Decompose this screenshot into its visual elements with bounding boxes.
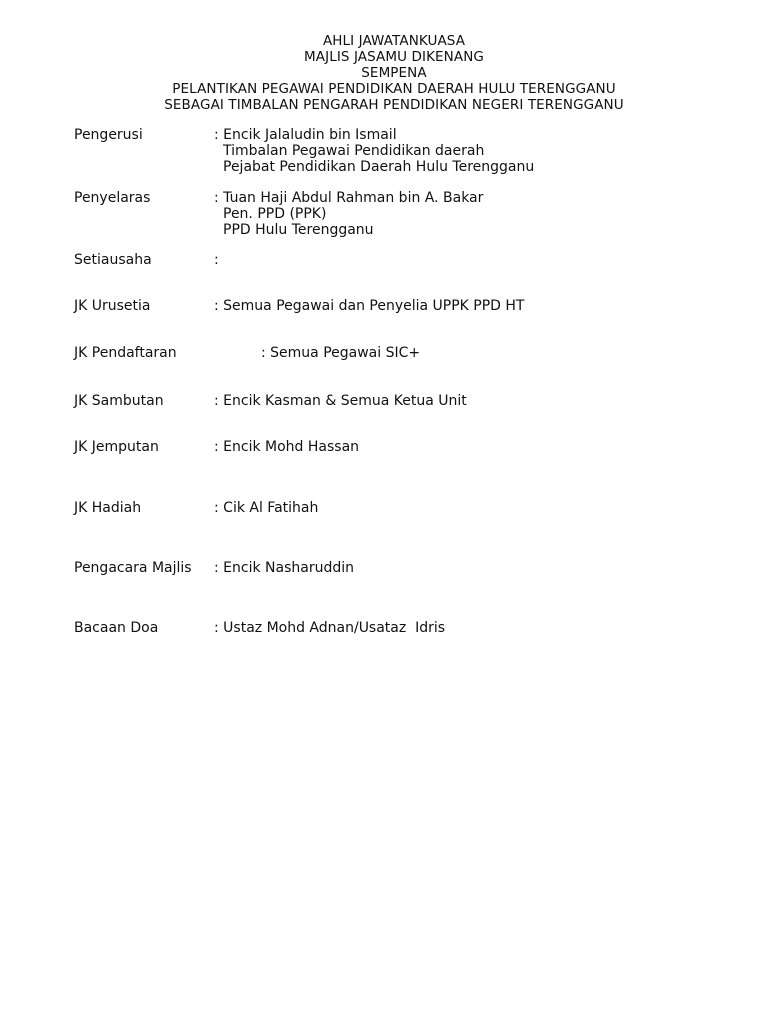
value-hadiah: : Cik Al Fatihah xyxy=(214,500,319,516)
title-line-1: AHLI JAWATANKUASA xyxy=(322,33,466,49)
label-hadiah: JK Hadiah xyxy=(74,500,142,516)
document-title xyxy=(0,33,768,113)
value-penyelaras-line-2: Pen. PPD (PPK) xyxy=(223,206,327,222)
value-pengerusi-line-1: : Encik Jalaludin bin Ismail xyxy=(214,127,397,143)
value-setiausaha: : xyxy=(214,252,219,268)
title-line-5: SEBAGAI TIMBALAN PENGARAH PENDIDIKAN NEGERI TERENGGANU xyxy=(164,97,624,113)
value-doa: : Ustaz Mohd Adnan/Usataz Idris xyxy=(214,620,446,636)
title-line-3: SEMPENA xyxy=(361,65,427,81)
label-pengacara: Pengacara Majlis xyxy=(74,560,192,576)
title-line-2: MAJLIS JASAMU DIKENANG xyxy=(304,49,484,65)
label-pengerusi: Pengerusi xyxy=(74,127,143,143)
value-pengacara: : Encik Nasharuddin xyxy=(214,560,354,576)
value-pengerusi xyxy=(214,127,534,175)
label-sambutan: JK Sambutan xyxy=(74,393,164,409)
label-setiausaha: Setiausaha xyxy=(74,252,152,268)
value-penyelaras-line-1: : Tuan Haji Abdul Rahman bin A. Bakar xyxy=(214,190,484,206)
label-jemputan: JK Jemputan xyxy=(74,439,159,455)
value-pengerusi-line-3: Pejabat Pendidikan Daerah Hulu Terengganu xyxy=(223,159,535,175)
label-pendaftaran: JK Pendaftaran xyxy=(74,345,177,361)
value-sambutan: : Encik Kasman & Semua Ketua Unit xyxy=(214,393,467,409)
label-penyelaras: Penyelaras xyxy=(74,190,151,206)
title-line-4: PELANTIKAN PEGAWAI PENDIDIKAN DAERAH HULU TERENGGANU xyxy=(172,81,616,97)
value-penyelaras xyxy=(214,190,483,238)
value-urusetia: : Semua Pegawai dan Penyelia UPPK PPD HT xyxy=(214,298,525,314)
value-pendaftaran: : Semua Pegawai SIC+ xyxy=(261,345,421,361)
value-penyelaras-line-3: PPD Hulu Terengganu xyxy=(223,222,374,238)
label-urusetia: JK Urusetia xyxy=(74,298,151,314)
value-jemputan: : Encik Mohd Hassan xyxy=(214,439,360,455)
value-pengerusi-line-2: Timbalan Pegawai Pendidikan daerah xyxy=(223,143,485,159)
label-doa: Bacaan Doa xyxy=(74,620,159,636)
